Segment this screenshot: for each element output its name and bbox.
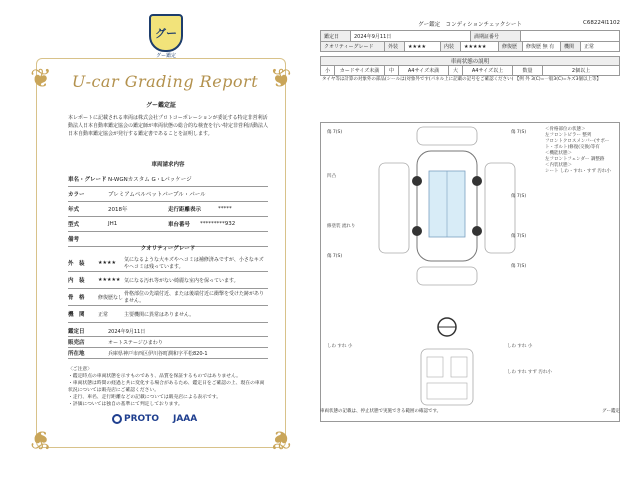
proto-logo: PROTO	[112, 414, 159, 424]
dealer-row: 鑑定日 2024年9月11日	[68, 326, 268, 337]
quality-title: クオリティーグレード	[140, 246, 196, 252]
badge-caption: グー鑑定	[155, 53, 176, 59]
jaaa-logo: JAAA	[172, 414, 198, 424]
quality-row: 外 装 ★★★★ 気になるような大キズやヘコミは補修済みですが、小さなキズやヘコミは残っています。	[68, 255, 268, 272]
grading-certificate	[30, 14, 292, 454]
damage-label: 傷 7(S)	[511, 130, 527, 135]
damage-label: 傷 7(S)	[327, 254, 343, 259]
sheet-header	[320, 20, 620, 30]
flourish-bottom-left: ❦	[30, 424, 52, 454]
damage-label: しわ すれ 小	[327, 344, 353, 349]
condition-notes: ＜骨格部位の状態＞ 左フロントピラー 整列 フロントクロスメンバー(サポート・ボルト)修復(交換)等有 ＜機能状態＞ 左フロントフェンダー 調整跡 ＜内装状態＞ シート しわ・すれ・すず 汚れ小	[545, 127, 611, 174]
goo-badge	[146, 14, 186, 64]
description-title: 車両状態の説明	[320, 56, 620, 66]
damage-label: 傷 7(S)	[511, 194, 527, 199]
intro-text: 本レポートに記載される車両は株式会社プロトコーポレーションが委託する特定非営利活動法人日本自動車鑑定協会の鑑定師が車両状態の総合的な検査を行い特定非営利活動法人日本自動車鑑定協会が発行する鑑定書であることを証明します。	[68, 115, 269, 137]
sheet-title: グー鑑定 コンディションチェックシート	[418, 22, 522, 28]
damage-label: しわ すれ すず 汚れ小	[507, 370, 552, 375]
dealer-row: 所在地 兵庫県神戸市西区伊川谷町潤和字平松820-1	[68, 348, 268, 359]
grade-row: クオリティーグレード 外装 ★★★★ 内装 ★★★★★ 修復歴 修復歴 無 有 機関 正常	[320, 41, 620, 52]
sheet-footer: 車両状態の記載は、停止状態で実施できる範囲の確認です。 グー鑑定	[320, 409, 620, 414]
sheet-id: C68224I1102	[583, 20, 620, 26]
vehicle-table	[68, 172, 268, 247]
damage-label: 傷 7(S)	[511, 264, 527, 269]
damage-label: 凹凸	[327, 174, 336, 179]
certificate-title: グー鑑定証	[145, 102, 176, 109]
damage-label: 修塗装 流れり	[327, 224, 356, 229]
report-title: U-car Grading Report	[71, 72, 259, 91]
flourish-top-right: ❦	[270, 64, 292, 94]
vehicle-row: 年式 2018年 走行距離表示 *****	[68, 202, 268, 217]
vehicle-row: カラー プレミアムベルベットパープル・パール	[68, 187, 268, 202]
flourish-top-left: ❦	[30, 64, 52, 94]
quality-table	[68, 255, 268, 323]
shield-icon	[149, 14, 183, 52]
vehicle-section-title: 車両請求内容	[151, 162, 185, 168]
damage-label: 傷 7(S)	[327, 130, 343, 135]
proto-icon	[112, 414, 122, 424]
flourish-bottom-right: ❦	[270, 424, 292, 454]
vehicle-row: 備考	[68, 232, 268, 247]
legend-note: タイヤ等は計算の対象外の部品(シールは)対象外です(パネル上に記載の記号をご確認ください) 【例 外 3(C)=一般3(C)=キズ3個以上等】	[322, 77, 601, 82]
quality-row: 骨 格 修復歴なし 骨格部位の先端付近、または後端付近に衝撃を受けた跡がありません。	[68, 289, 268, 306]
quality-row: 機 関 正常 主要機関に異常はありません。	[68, 306, 268, 323]
quality-row: 内 装 ★★★★★ 気になる汚れ等がない綺麗な室内を保っています。	[68, 272, 268, 289]
damage-label: 傷 7(S)	[511, 234, 527, 239]
size-legend: 小 カードサイズ未満 中 A4サイズ未満 大 A4サイズ以上 数量 2個以上	[320, 66, 620, 76]
logos	[112, 414, 222, 424]
dealer-table	[68, 326, 268, 359]
notes: 〈ご注意〉 ・鑑定時点の車両状態を示すものであり、品質を保証するものではありません。 ・車両状態は時間の経過と共に変化する場合があるため、鑑定日をご確認の上、現在の車両状況については販売店にご確認ください。 ・走行、車名、走行距離などの記載については販売店による表示です。 ・評価については独自の基準にて判定しております。	[68, 367, 265, 407]
vehicle-row: 車名・グレード N-WGNカスタム G・Lパッケージ	[68, 172, 268, 187]
condition-sheet	[320, 20, 620, 440]
vehicle-row: 型式 JH1 車台番号 *********932	[68, 217, 268, 232]
badge-glyph: グー	[155, 27, 177, 40]
appraisal-row: 鑑定日 2024年9月11日 満期証番号	[320, 30, 620, 41]
damage-label: しわ すれ 小	[507, 344, 533, 349]
car-diagram	[320, 122, 620, 422]
dealer-row: 販売店 オートステージひまわり	[68, 337, 268, 348]
